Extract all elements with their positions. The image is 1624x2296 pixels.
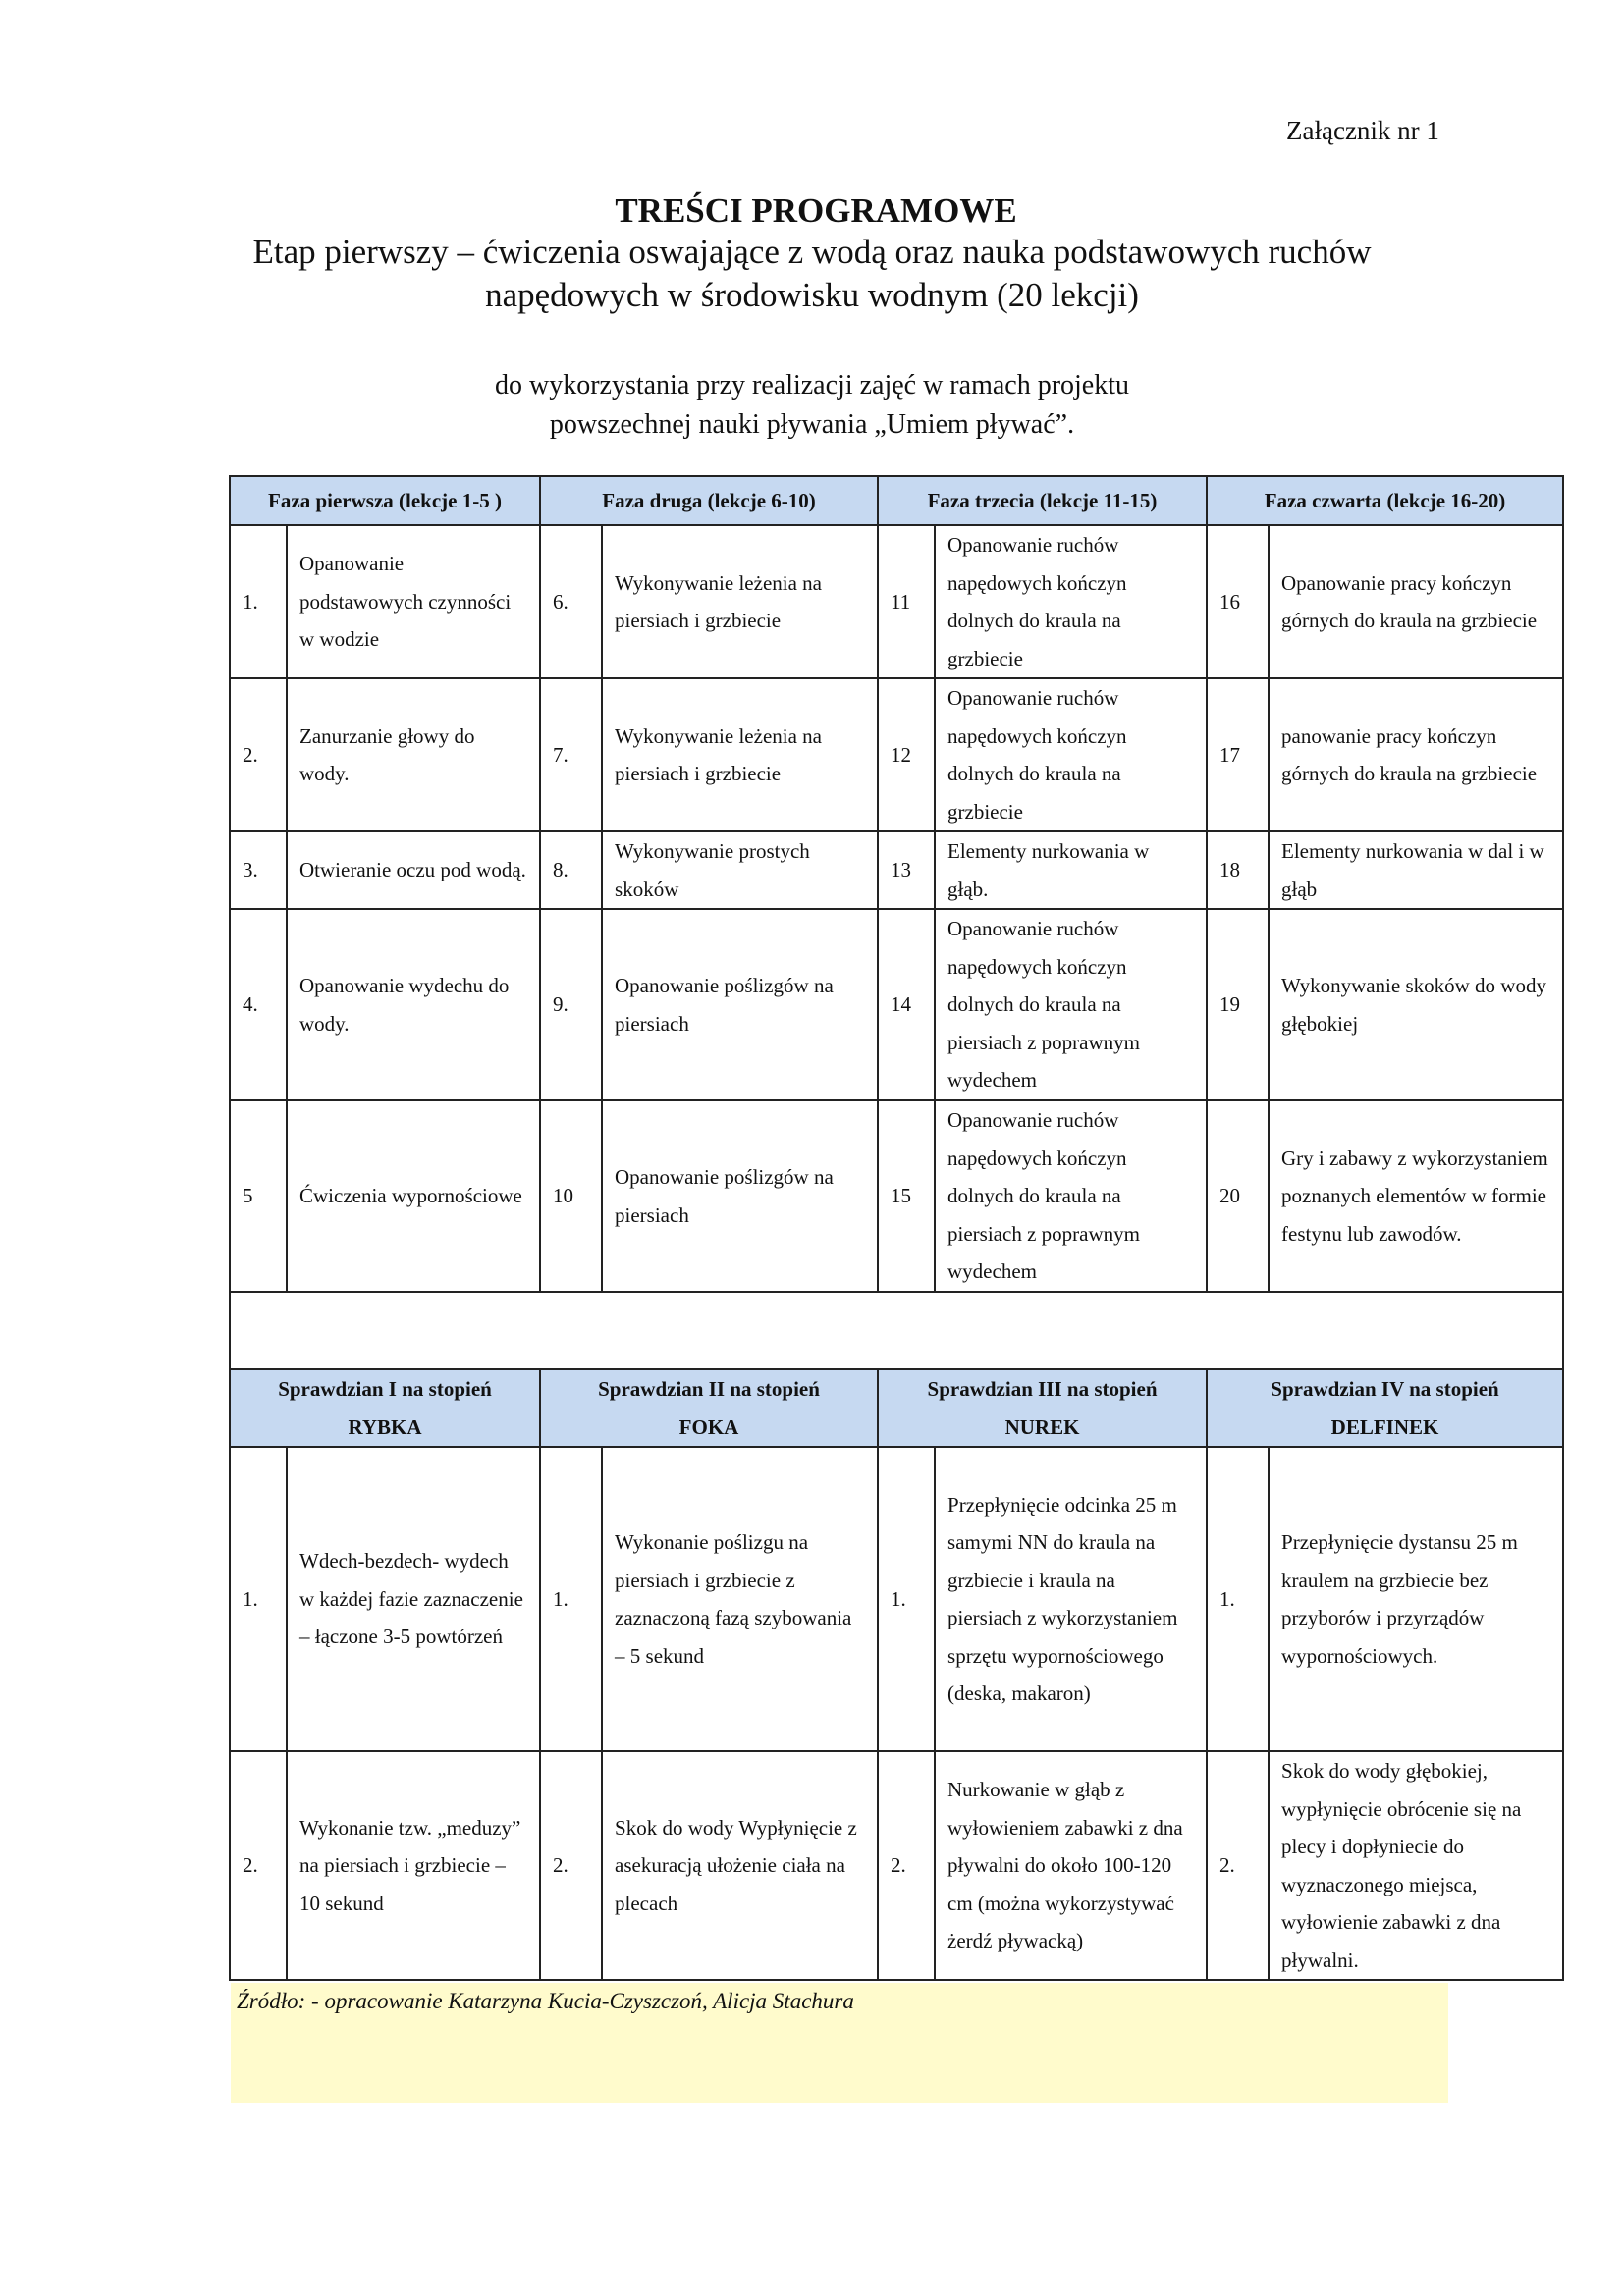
lesson-number: 19 xyxy=(1207,909,1269,1100)
source-note: Źródło: - opracowanie Katarzyna Kucia-Czyszczoń, Alicja Stachura xyxy=(231,1983,1448,2103)
lesson-content: Wykonywanie leżenia na piersiach i grzbiecie xyxy=(602,678,878,831)
test-header-title: Sprawdzian II na stopień xyxy=(598,1377,820,1401)
lesson-content: Zanurzanie głowy do wody. xyxy=(287,678,540,831)
test-header-row xyxy=(230,1369,1563,1447)
lesson-content: Opanowanie wydechu do wody. xyxy=(287,909,540,1100)
lesson-content: Opanowanie podstawowych czynności w wodzie xyxy=(287,525,540,678)
test-number: 2. xyxy=(1207,1751,1269,1980)
lesson-number: 7. xyxy=(540,678,602,831)
lesson-number: 17 xyxy=(1207,678,1269,831)
lesson-content: panowanie pracy kończyn górnych do kraula na grzbiecie xyxy=(1269,678,1563,831)
lesson-content: Elementy nurkowania w dal i w głąb xyxy=(1269,831,1563,909)
program-table xyxy=(229,475,1564,1981)
lesson-content: Wykonywanie leżenia na piersiach i grzbiecie xyxy=(602,525,878,678)
test-header xyxy=(878,1369,1207,1447)
lesson-number: 20 xyxy=(1207,1100,1269,1292)
lesson-content: Ćwiczenia wypornościowe xyxy=(287,1100,540,1292)
table-row xyxy=(230,831,1563,909)
spacer-cell xyxy=(230,1292,1563,1369)
test-header-level: DELFINEK xyxy=(1330,1415,1439,1439)
test-header-level: RYBKA xyxy=(348,1415,422,1439)
test-number: 2. xyxy=(878,1751,935,1980)
lesson-number: 8. xyxy=(540,831,602,909)
phase-header-row xyxy=(230,476,1563,525)
lesson-number: 1. xyxy=(230,525,287,678)
table-row xyxy=(230,909,1563,1100)
lesson-content: Opanowanie ruchów napędowych kończyn dolnych do kraula na grzbiecie xyxy=(935,678,1207,831)
test-content: Przepłynięcie odcinka 25 m samymi NN do kraula na grzbiecie i kraula na piersiach z wykorzystaniem sprzętu wypornościowego (deska, makaron) xyxy=(935,1447,1207,1751)
test-number: 1. xyxy=(230,1447,287,1751)
phase-header: Faza czwarta (lekcje 16-20) xyxy=(1207,476,1563,525)
lesson-number: 15 xyxy=(878,1100,935,1292)
usage-note xyxy=(0,366,1624,445)
usage-line-1: do wykorzystania przy realizacji zajęć w ramach projektu xyxy=(494,370,1130,400)
test-content: Wykonanie tzw. „meduzy” na piersiach i grzbiecie – 10 sekund xyxy=(287,1751,540,1980)
test-header-level: FOKA xyxy=(678,1415,739,1439)
table-row xyxy=(230,1447,1563,1751)
lesson-number: 3. xyxy=(230,831,287,909)
lesson-content: Otwieranie oczu pod wodą. xyxy=(287,831,540,909)
test-header-level: NUREK xyxy=(1004,1415,1080,1439)
lesson-number: 6. xyxy=(540,525,602,678)
phase-header: Faza pierwsza (lekcje 1-5 ) xyxy=(230,476,540,525)
test-number: 2. xyxy=(230,1751,287,1980)
page-subtitle: Etap pierwszy – ćwiczenia oswajające z wodą oraz nauka podstawowych ruchów napędowych w środowisku wodnym (20 lekcji) xyxy=(252,233,1372,314)
lesson-number: 14 xyxy=(878,909,935,1100)
lesson-content: Opanowanie ruchów napędowych kończyn dolnych do kraula na grzbiecie xyxy=(935,525,1207,678)
title-block xyxy=(0,191,1624,317)
lesson-content: Gry i zabawy z wykorzystaniem poznanych elementów w formie festynu lub zawodów. xyxy=(1269,1100,1563,1292)
lesson-number: 5 xyxy=(230,1100,287,1292)
lesson-content: Opanowanie poślizgów na piersiach xyxy=(602,1100,878,1292)
test-content: Skok do wody głębokiej, wypłynięcie obrócenie się na plecy i dopłyniecie do wyznaczonego miejsca, wyłowienie zabawki z dna pływalni. xyxy=(1269,1751,1563,1980)
test-content: Przepłynięcie dystansu 25 m kraulem na grzbiecie bez przyborów i przyrządów wypornościowych. xyxy=(1269,1447,1563,1751)
lesson-number: 2. xyxy=(230,678,287,831)
test-header xyxy=(540,1369,878,1447)
test-header-title: Sprawdzian IV na stopień xyxy=(1271,1377,1499,1401)
lesson-number: 10 xyxy=(540,1100,602,1292)
test-header xyxy=(1207,1369,1563,1447)
test-content: Nurkowanie w głąb z wyłowieniem zabawki z dna pływalni do około 100-120 cm (można wykorzystywać żerdź pływacką) xyxy=(935,1751,1207,1980)
lesson-content: Wykonywanie skoków do wody głębokiej xyxy=(1269,909,1563,1100)
lesson-content: Opanowanie ruchów napędowych kończyn dolnych do kraula na piersiach z poprawnym wydechem xyxy=(935,1100,1207,1292)
lesson-number: 16 xyxy=(1207,525,1269,678)
test-content: Wdech-bezdech- wydech w każdej fazie zaznaczenie – łączone 3-5 powtórzeń xyxy=(287,1447,540,1751)
lesson-number: 13 xyxy=(878,831,935,909)
test-header xyxy=(230,1369,540,1447)
table-row xyxy=(230,678,1563,831)
test-number: 2. xyxy=(540,1751,602,1980)
lesson-number: 9. xyxy=(540,909,602,1100)
lesson-number: 11 xyxy=(878,525,935,678)
phase-header: Faza druga (lekcje 6-10) xyxy=(540,476,878,525)
test-content: Wykonanie poślizgu na piersiach i grzbiecie z zaznaczoną fazą szybowania – 5 sekund xyxy=(602,1447,878,1751)
lesson-content: Elementy nurkowania w głąb. xyxy=(935,831,1207,909)
phase-header: Faza trzecia (lekcje 11-15) xyxy=(878,476,1207,525)
test-header-title: Sprawdzian I na stopień xyxy=(278,1377,492,1401)
lesson-content: Wykonywanie prostych skoków xyxy=(602,831,878,909)
test-header-title: Sprawdzian III na stopień xyxy=(927,1377,1158,1401)
lesson-content: Opanowanie pracy kończyn górnych do kraula na grzbiecie xyxy=(1269,525,1563,678)
usage-line-2: powszechnej nauki pływania „Umiem pływać”. xyxy=(549,409,1075,440)
lesson-number: 12 xyxy=(878,678,935,831)
spacer-row xyxy=(230,1292,1563,1369)
lesson-number: 18 xyxy=(1207,831,1269,909)
test-number: 1. xyxy=(540,1447,602,1751)
test-number: 1. xyxy=(878,1447,935,1751)
table-row xyxy=(230,1751,1563,1980)
lesson-content: Opanowanie poślizgów na piersiach xyxy=(602,909,878,1100)
lesson-number: 4. xyxy=(230,909,287,1100)
test-number: 1. xyxy=(1207,1447,1269,1751)
attachment-label: Załącznik nr 1 xyxy=(1286,116,1439,145)
test-content: Skok do wody Wypłynięcie z asekuracją ułożenie ciała na plecach xyxy=(602,1751,878,1980)
table-row xyxy=(230,1100,1563,1292)
table-row xyxy=(230,525,1563,678)
lesson-content: Opanowanie ruchów napędowych kończyn dolnych do kraula na piersiach z poprawnym wydechem xyxy=(935,909,1207,1100)
page-title: TREŚCI PROGRAMOWE xyxy=(615,191,1017,230)
